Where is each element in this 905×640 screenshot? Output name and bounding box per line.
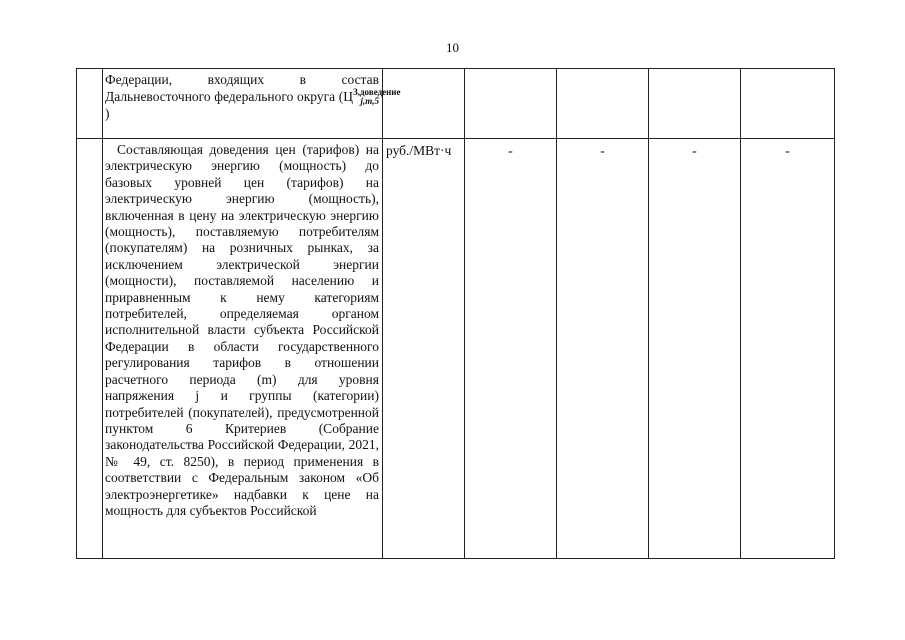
value-dash: -: [785, 143, 790, 158]
unit-cell: [383, 139, 465, 559]
value-cell: [465, 69, 557, 139]
description-cell: [103, 139, 383, 559]
description-main-text: Федерации, входящих в состав Дальневосточного федерального округа (Ц: [105, 72, 379, 105]
table-row: [77, 69, 835, 139]
page-number: 10: [446, 40, 459, 55]
description-text: Составляющая доведения цен (тарифов) на электрическую энергию (мощность) до базовых уровней цен (тарифов) на электрическую энергию (мощность), включенная в цену на электрическую энергию (мощность), поставляемую потребителям (покупателям) на розничных рынках, за исключением электрической энергии (мощности), поставляемой населению и приравненным к нему категориям потребителей, определяемая органом исполнительной власти субъекта Российской Федерации в области государственного регулирования тарифов в отношении расчетного периода (m) для уровня напряжения j и группы (категории) потребителей (покупателей), предусмотренной пунктом 6 Критериев (Собрание законодательства Российской Федерации, 2021, № 49, ст. 8250), в период применения в соответствии с Федеральным законом «Об электроэнергетике» надбавки к цене на мощность для субъектов Российской: [105, 142, 379, 518]
description-cell: [103, 69, 401, 139]
unit-text: руб./МВт·ч: [386, 143, 452, 158]
symbol-superscript: З,доведение: [353, 87, 401, 98]
value-cell: [741, 139, 835, 559]
value-cell: [557, 139, 649, 559]
value-cell: [649, 69, 741, 139]
value-cell: [557, 69, 649, 139]
value-dash: -: [600, 143, 605, 158]
tariff-table: [76, 68, 835, 559]
table-row: [77, 139, 835, 559]
value-cell: [649, 139, 741, 559]
index-cell: [77, 69, 103, 139]
index-cell: [77, 139, 103, 559]
description-close-paren: ): [105, 106, 110, 122]
value-cell: [741, 69, 835, 139]
unit-cell: [383, 69, 465, 139]
value-cell: [465, 139, 557, 559]
symbol-tsz: [353, 87, 401, 107]
value-dash: -: [692, 143, 697, 158]
value-dash: -: [508, 143, 513, 158]
symbol-subscript: j,m,5: [360, 96, 379, 107]
description-text: [105, 72, 401, 123]
